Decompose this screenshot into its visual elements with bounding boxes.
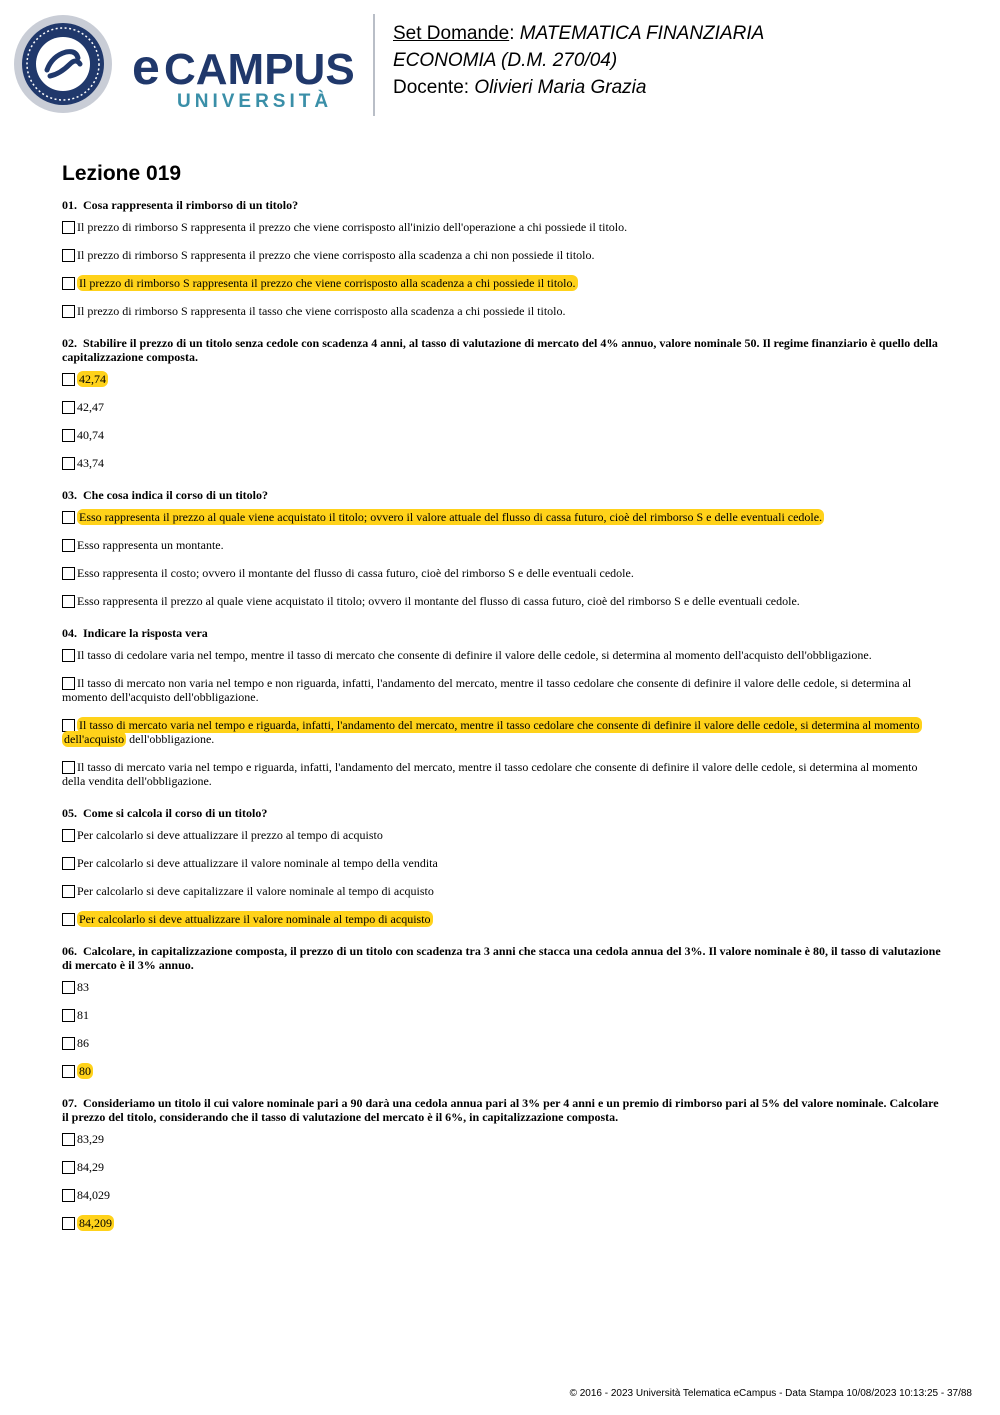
answer-text-highlighted: Il tasso di mercato varia nel tempo e riguarda, infatti, l'andamento del mercato, mentre il tasso cedolare che consente di definire il valore delle cedole, si determina al momento dell'acquisto bbox=[64, 718, 920, 746]
answer-option bbox=[62, 594, 942, 608]
answer-text: 43,74 bbox=[77, 456, 104, 470]
question-text: Indicare la risposta vera bbox=[83, 626, 208, 640]
question bbox=[62, 488, 942, 608]
question bbox=[62, 626, 942, 788]
answer-option bbox=[62, 1160, 942, 1174]
answer-option bbox=[62, 538, 942, 552]
page-footer: © 2016 - 2023 Università Telematica eCampus - Data Stampa 10/08/2023 10:13:25 - 37/88 bbox=[569, 1388, 972, 1399]
answer-option bbox=[62, 884, 942, 898]
question bbox=[62, 336, 942, 470]
answer-option bbox=[62, 828, 942, 842]
answer-option bbox=[62, 648, 942, 662]
logo-brand-name: CAMPUS bbox=[164, 45, 355, 94]
answer-text: Per calcolarlo si deve attualizzare il prezzo al tempo di acquisto bbox=[77, 828, 383, 842]
question-number: 01. bbox=[62, 198, 77, 212]
answer-checkbox[interactable] bbox=[62, 511, 75, 524]
set-line: Set Domande: MATEMATICA FINANZIARIA bbox=[393, 23, 765, 44]
logo-brand-sub: UNIVERSITÀ bbox=[177, 91, 333, 112]
answer-checkbox[interactable] bbox=[62, 457, 75, 470]
answer-option bbox=[62, 980, 942, 994]
ecampus-logo bbox=[14, 14, 359, 121]
answer-text: 84,029 bbox=[77, 1188, 110, 1202]
answer-option bbox=[62, 1036, 942, 1050]
answer-text-highlighted: Il prezzo di rimborso S rappresenta il prezzo che viene corrisposto alla scadenza a chi possiede il titolo. bbox=[79, 276, 576, 290]
answer-text-highlighted: Per calcolarlo si deve attualizzare il valore nominale al tempo di acquisto bbox=[79, 912, 431, 926]
answer-checkbox[interactable] bbox=[62, 429, 75, 442]
answer-checkbox[interactable] bbox=[62, 885, 75, 898]
answer-text: 42,47 bbox=[77, 400, 104, 414]
answer-checkbox[interactable] bbox=[62, 277, 75, 290]
answer-option bbox=[62, 1132, 942, 1146]
answer-option bbox=[62, 760, 942, 788]
answer-option bbox=[62, 428, 942, 442]
answer-option bbox=[62, 566, 942, 580]
answer-checkbox[interactable] bbox=[62, 1009, 75, 1022]
answer-checkbox[interactable] bbox=[62, 1065, 75, 1078]
answer-option bbox=[62, 304, 942, 318]
answer-checkbox[interactable] bbox=[62, 981, 75, 994]
answer-checkbox[interactable] bbox=[62, 1217, 75, 1230]
course-line bbox=[393, 47, 764, 74]
answer-checkbox[interactable] bbox=[62, 913, 75, 926]
answer-option bbox=[62, 1188, 942, 1202]
question-number: 03. bbox=[62, 488, 77, 502]
answer-checkbox[interactable] bbox=[62, 1161, 75, 1174]
question-text: Come si calcola il corso di un titolo? bbox=[83, 806, 268, 820]
docente-line: Docente: Olivieri Maria Grazia bbox=[393, 77, 647, 98]
answer-checkbox[interactable] bbox=[62, 401, 75, 414]
answer-text: Il prezzo di rimborso S rappresenta il tasso che viene corrisposto alla scadenza a chi possiede il titolo. bbox=[77, 304, 566, 318]
answer-checkbox[interactable] bbox=[62, 567, 75, 580]
header-info bbox=[393, 20, 764, 101]
question-list bbox=[62, 198, 942, 1248]
page-header bbox=[0, 0, 1000, 130]
logo-brand-prefix: e bbox=[132, 39, 160, 95]
answer-checkbox[interactable] bbox=[62, 857, 75, 870]
question-text: Consideriamo un titolo il cui valore nominale pari a 90 darà una cedola annua pari al 3% per 4 anni e un premio di rimborso pari al 5% del valore nominale. Calcolare il prezzo del titolo, considerando che il tasso di valutazione del mercato è il 6%, in capitalizzazione composta. bbox=[62, 1096, 939, 1124]
answer-checkbox[interactable] bbox=[62, 221, 75, 234]
answer-checkbox[interactable] bbox=[62, 649, 75, 662]
answer-checkbox[interactable] bbox=[62, 373, 75, 386]
answer-option bbox=[62, 400, 942, 414]
answer-checkbox[interactable] bbox=[62, 1133, 75, 1146]
answer-option-correct bbox=[62, 276, 942, 290]
answer-text: Il tasso di mercato varia nel tempo e riguarda, infatti, l'andamento del mercato, mentre il tasso cedolare che consente di definire il valore delle cedole, si determina al momento della vendita dell'obbligazione. bbox=[62, 760, 918, 788]
answer-option bbox=[62, 1008, 942, 1022]
question-number: 04. bbox=[62, 626, 77, 640]
answer-checkbox[interactable] bbox=[62, 305, 75, 318]
answer-text: 83,29 bbox=[77, 1132, 104, 1146]
answer-checkbox[interactable] bbox=[62, 677, 75, 690]
answer-checkbox[interactable] bbox=[62, 761, 75, 774]
answer-option-correct bbox=[62, 510, 942, 524]
answer-option bbox=[62, 220, 942, 234]
question-number: 07. bbox=[62, 1096, 77, 1110]
answer-checkbox[interactable] bbox=[62, 539, 75, 552]
answer-option-correct bbox=[62, 1064, 942, 1078]
answer-text: Il prezzo di rimborso S rappresenta il prezzo che viene corrisposto alla scadenza a chi non possiede il titolo. bbox=[77, 248, 595, 262]
answer-text-highlighted: Esso rappresenta il prezzo al quale viene acquistato il titolo; ovvero il valore attuale del flusso di cassa futuro, cioè del rimborso S e delle eventuali cedole. bbox=[79, 510, 823, 524]
ecampus-logo-graphic bbox=[14, 14, 359, 116]
docente-label: Docente bbox=[393, 77, 464, 98]
answer-text-highlighted: 80 bbox=[79, 1064, 91, 1078]
question bbox=[62, 1096, 942, 1230]
answer-checkbox[interactable] bbox=[62, 249, 75, 262]
question-number: 06. bbox=[62, 944, 77, 958]
answer-text: Il prezzo di rimborso S rappresenta il prezzo che viene corrisposto all'inizio dell'operazione a chi possiede il titolo. bbox=[77, 220, 628, 234]
answer-text: Il tasso di cedolare varia nel tempo, mentre il tasso di mercato che consente di definire il valore delle cedole, si determina al momento dell'acquisto dell'obbligazione. bbox=[77, 648, 872, 662]
answer-text: Per calcolarlo si deve attualizzare il valore nominale al tempo della vendita bbox=[77, 856, 438, 870]
answer-text: Esso rappresenta un montante. bbox=[77, 538, 224, 552]
answer-option-correct bbox=[62, 1216, 942, 1230]
answer-option-correct bbox=[62, 372, 942, 386]
set-value: MATEMATICA FINANZIARIA bbox=[519, 23, 765, 44]
question-text: Che cosa indica il corso di un titolo? bbox=[83, 488, 269, 502]
question-text: Calcolare, in capitalizzazione composta, il prezzo di un titolo con scadenza tra 3 anni che stacca una cedola annua del 3%. Il valore nominale è 80, il tasso di valutazione di mercato è il 3% annuo. bbox=[62, 944, 941, 972]
question bbox=[62, 806, 942, 926]
answer-text: 84,29 bbox=[77, 1160, 104, 1174]
answer-text: Per calcolarlo si deve capitalizzare il valore nominale al tempo di acquisto bbox=[77, 884, 434, 898]
answer-option-correct bbox=[62, 912, 942, 926]
answer-checkbox[interactable] bbox=[62, 1037, 75, 1050]
answer-text-highlighted: 42,74 bbox=[79, 372, 106, 386]
question bbox=[62, 944, 942, 1078]
answer-option bbox=[62, 456, 942, 470]
question-text: Cosa rappresenta il rimborso di un titolo? bbox=[83, 198, 299, 212]
answer-text: 40,74 bbox=[77, 428, 104, 442]
answer-text: Esso rappresenta il costo; ovvero il montante del flusso di cassa futuro, cioè del rimborso S e delle eventuali cedole. bbox=[77, 566, 634, 580]
answer-option bbox=[62, 676, 942, 704]
answer-text: Il tasso di mercato non varia nel tempo e non riguarda, infatti, l'andamento del mercato, mentre il tasso cedolare che consente di definire il valore delle cedole, si determina al momento dell'acquisto dell'obbligazione. bbox=[62, 676, 912, 704]
header-divider bbox=[373, 14, 375, 116]
answer-text-highlighted: 84,209 bbox=[79, 1216, 112, 1230]
question-number: 05. bbox=[62, 806, 77, 820]
answer-text: Esso rappresenta il prezzo al quale viene acquistato il titolo; ovvero il montante del flusso di cassa futuro, cioè del rimborso S e delle eventuali cedole. bbox=[77, 594, 800, 608]
answer-checkbox[interactable] bbox=[62, 829, 75, 842]
answer-checkbox[interactable] bbox=[62, 1189, 75, 1202]
answer-option-correct bbox=[62, 718, 942, 746]
answer-option bbox=[62, 856, 942, 870]
answer-option bbox=[62, 248, 942, 262]
answer-text-tail: dell'obbligazione. bbox=[126, 732, 215, 746]
course-value: ECONOMIA (D.M. 270/04) bbox=[393, 50, 618, 71]
question-text: Stabilire il prezzo di un titolo senza cedole con scadenza 4 anni, al tasso di valutazione di mercato del 4% annuo, valore nominale 50. Il regime finanziario è quello della capitalizzazione composta. bbox=[62, 336, 938, 364]
question-number: 02. bbox=[62, 336, 77, 350]
answer-text: 81 bbox=[77, 1008, 89, 1022]
answer-checkbox[interactable] bbox=[62, 595, 75, 608]
answer-text: 83 bbox=[77, 980, 89, 994]
question bbox=[62, 198, 942, 318]
set-label: Set Domande bbox=[393, 23, 510, 44]
answer-text: 86 bbox=[77, 1036, 89, 1050]
docente-value: Olivieri Maria Grazia bbox=[474, 77, 647, 98]
lesson-title: Lezione 019 bbox=[62, 162, 182, 185]
